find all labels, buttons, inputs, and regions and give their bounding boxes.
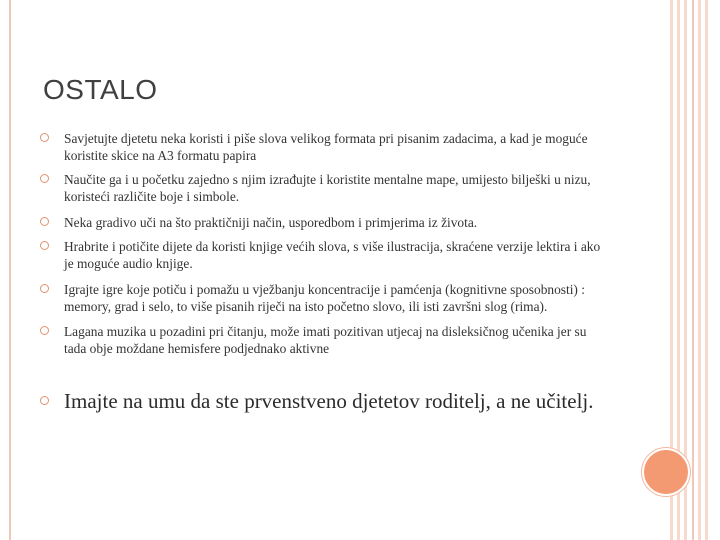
bullet-item [40,238,610,272]
bullet-marker-icon [40,241,49,250]
bullet-text: Imajte na umu da ste prvenstveno djetetov roditelj, a ne učitelj. [64,389,594,413]
left-frame-line [9,0,11,540]
bullet-marker-icon [40,217,49,226]
bullet-text: Neka gradivo uči na što praktičniji način, usporedbom i primjerima iz života. [64,215,478,230]
rail-stripe [705,0,708,540]
bullet-item [40,171,610,205]
bullet-marker-icon [40,284,49,293]
bullet-marker-icon [40,174,49,183]
slide-title: OSTALO [43,74,158,105]
rail-stripe [698,0,701,540]
bullet-list [40,130,610,415]
rail-stripe [692,0,694,540]
bullet-text: Lagana muzika u pozadini pri čitanju, može imati pozitivan utjecaj na disleksičnog učenika jer su tada obje moždane hemisfere podjednako aktivne [64,324,587,356]
bullet-marker-icon [40,326,49,335]
bullet-item [40,281,610,315]
bullet-item-emphasis [40,387,610,415]
bullet-text: Naučite ga i u početku zajedno s njim izrađujte i koristite mentalne mape, umijesto bilješki u nizu, koristeći različite boje i simbole. [64,172,591,204]
bullet-item [40,214,610,231]
bullet-text: Hrabrite i potičite dijete da koristi knjige većih slova, s više ilustracija, skraćene verzije lektira i ako je moguće audio knjige. [64,239,601,271]
bullet-item [40,323,610,357]
bullet-text: Savjetujte djetetu neka koristi i piše slova velikog formata pri pisanim zadacima, a kad je moguće koristite skice na A3 formatu papira [64,131,588,163]
bullet-text: Igrajte igre koje potiču i pomažu u vježbanju koncentracije i pamćenja (kognitivne sposobnosti) : memory, grad i selo, to više pisanih riječi na isto početno slovo, ili isti završni slog (rima). [64,282,585,314]
bullet-item [40,130,610,164]
bullet-marker-icon [40,133,49,142]
bullet-marker-icon [40,396,49,405]
decorative-circle [642,448,690,496]
